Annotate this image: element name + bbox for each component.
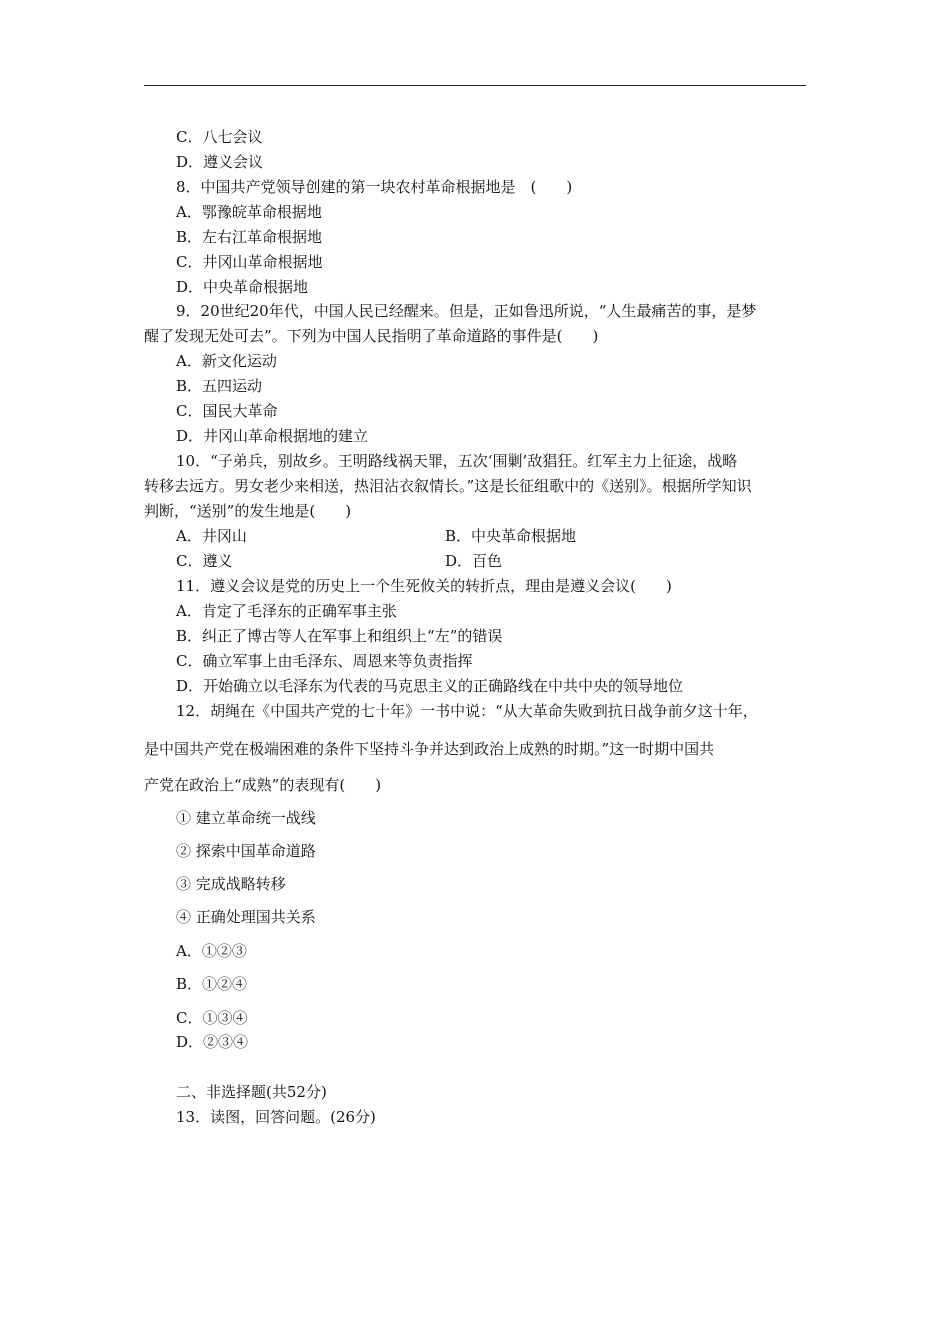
q9-option-d: D．井冈山革命根据地的建立 bbox=[176, 427, 369, 445]
q9-option-c: C．国民大革命 bbox=[176, 402, 278, 420]
q10-stem-line2: 转移去远方。男女老少来相送，热泪沾衣叙情长。”这是长征组歌中的《送别》。根据所学知识 bbox=[144, 477, 752, 495]
q12-option-a: A．①②③ bbox=[176, 942, 247, 960]
q12-stem-line2: 是中国共产党在极端困难的条件下坚持斗争并达到政治上成熟的时期。”这一时期中国共 bbox=[144, 740, 715, 758]
q12-option-b: B．①②④ bbox=[176, 975, 248, 993]
q12-item-4: ④ 正确处理国共关系 bbox=[176, 908, 316, 926]
q12-item-1: ① 建立革命统一战线 bbox=[176, 809, 316, 827]
q12-item-2: ② 探索中国革命道路 bbox=[176, 842, 316, 860]
q7-option-c: C．八七会议 bbox=[176, 128, 263, 146]
header-rule bbox=[144, 85, 806, 86]
q8-option-d: D．中央革命根据地 bbox=[176, 278, 309, 296]
section-title: 二、非选择题(共52分) bbox=[176, 1083, 327, 1101]
q11-option-c: C．确立军事上由毛泽东、周恩来等负责指挥 bbox=[176, 652, 473, 670]
q11-option-a: A．肯定了毛泽东的正确军事主张 bbox=[176, 602, 397, 620]
q9-option-b: B．五四运动 bbox=[176, 377, 263, 395]
q12-stem-line3: 产党在政治上“成熟”的表现有( ) bbox=[144, 776, 382, 794]
q12-option-d: D．②③④ bbox=[176, 1033, 249, 1051]
q12-item-3: ③ 完成战略转移 bbox=[176, 875, 286, 893]
q10-stem-line1: 10．“子弟兵，别故乡。王明路线祸天罪，五次‘围剿’敌猖狂。红军主力上征途，战略 bbox=[176, 452, 738, 470]
q10-option-d: D．百色 bbox=[445, 552, 503, 570]
q9-option-a: A．新文化运动 bbox=[176, 352, 277, 370]
q10-option-c: C．遵义 bbox=[176, 552, 233, 570]
q8-stem: 8．中国共产党领导创建的第一块农村革命根据地是 ( ) bbox=[176, 178, 573, 196]
q9-stem-line2: 醒了发现无处可去”。下列为中国人民指明了革命道路的事件是( ) bbox=[144, 327, 599, 345]
q7-option-d: D．遵义会议 bbox=[176, 153, 264, 171]
q9-stem-line1: 9．20世纪20年代，中国人民已经醒来。但是，正如鲁迅所说，“人生最痛苦的事，是梦 bbox=[176, 302, 757, 320]
q12-stem-line1: 12．胡绳在《中国共产党的七十年》一书中说：“从大革命失败到抗日战争前夕这十年， bbox=[176, 702, 758, 720]
q13-stem: 13．读图，回答问题。(26分) bbox=[176, 1108, 376, 1126]
q10-option-a: A．井冈山 bbox=[176, 527, 247, 545]
q8-option-a: A．鄂豫皖革命根据地 bbox=[176, 203, 322, 221]
q11-stem: 11．遵义会议是党的历史上一个生死攸关的转折点，理由是遵义会议( ) bbox=[176, 577, 672, 595]
q8-option-c: C．井冈山革命根据地 bbox=[176, 253, 323, 271]
q10-option-b: B．中央革命根据地 bbox=[445, 527, 577, 545]
q11-option-d: D．开始确立以毛泽东为代表的马克思主义的正确路线在中共中央的领导地位 bbox=[176, 677, 684, 695]
q8-option-b: B．左右江革命根据地 bbox=[176, 228, 323, 246]
q11-option-b: B．纠正了博古等人在军事上和组织上“左”的错误 bbox=[176, 627, 503, 645]
q10-stem-line3: 判断，“送别”的发生地是( ) bbox=[144, 502, 352, 520]
q12-option-c: C．①③④ bbox=[176, 1009, 248, 1027]
